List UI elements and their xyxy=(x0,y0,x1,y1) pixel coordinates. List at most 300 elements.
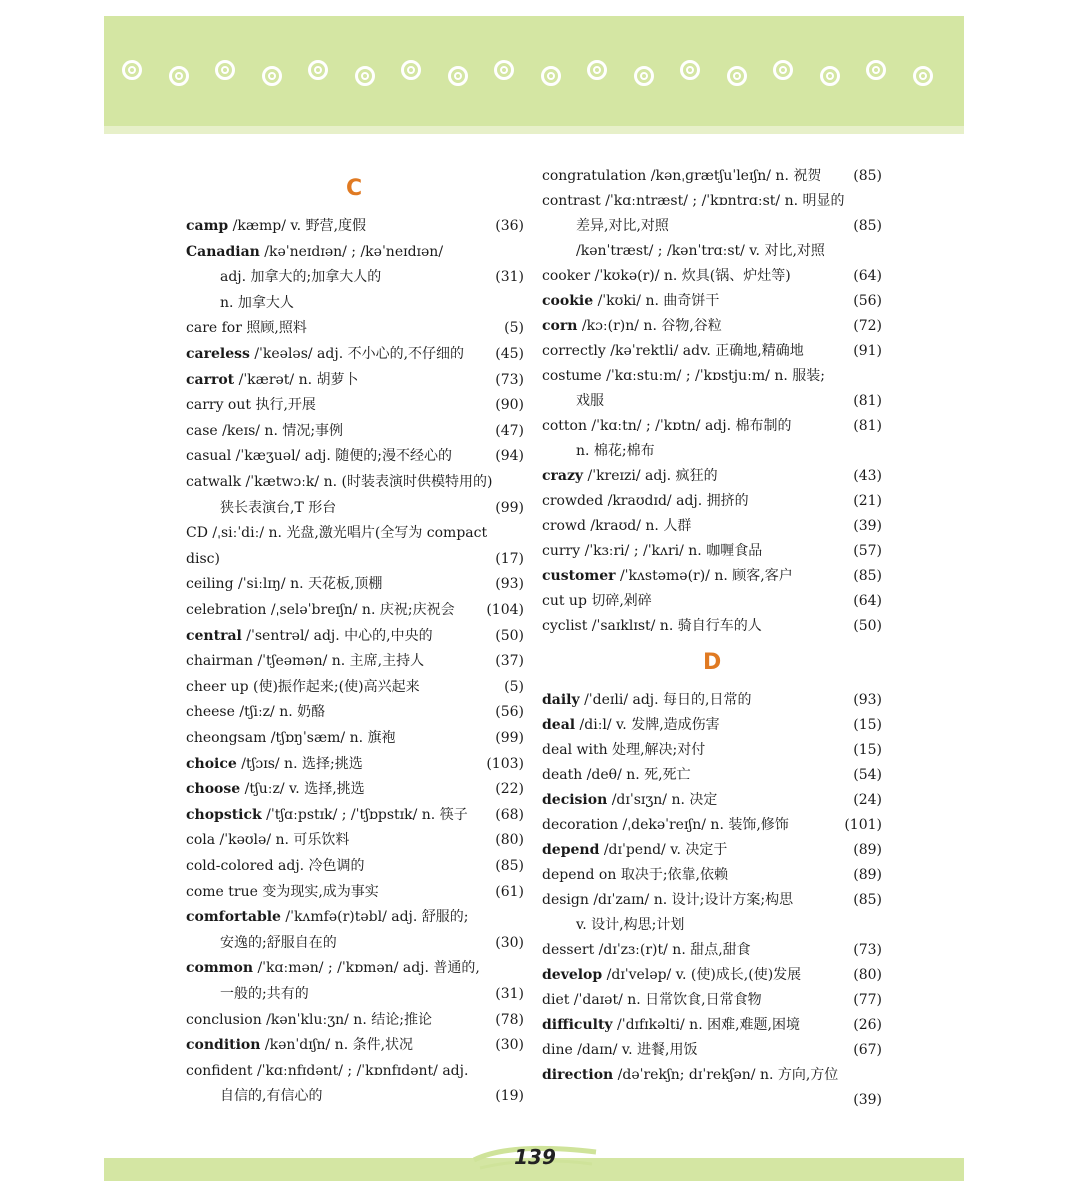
entry-definition: deal with 处理,解决;对付 xyxy=(542,742,706,758)
entry-definition: adj. 加拿大的;加拿大人的 xyxy=(220,269,382,286)
entry-text xyxy=(186,984,309,1004)
entry-definition: catwalk /ˈkætwɔːk/ n. (时装表演时供模特用的) xyxy=(186,474,493,490)
page-reference: (89) xyxy=(853,842,882,858)
headword: customer xyxy=(542,568,616,584)
page-reference: (39) xyxy=(853,1092,882,1108)
glossary-entry xyxy=(542,990,882,1010)
entry-text xyxy=(186,395,316,415)
page-reference: (43) xyxy=(853,468,882,484)
entry-text xyxy=(542,940,751,960)
page-reference: (104) xyxy=(486,602,524,618)
page-reference: (56) xyxy=(853,293,882,309)
glossary-entry xyxy=(186,242,524,262)
glossary-entry xyxy=(542,441,882,461)
entry-text xyxy=(186,728,395,748)
headword: camp xyxy=(186,218,229,234)
entry-definition: /tʃuːz/ v. 选择,挑选 xyxy=(240,781,365,798)
page-reference: (45) xyxy=(495,346,524,362)
entry-definition: cheer up (使)振作起来;(使)高兴起来 xyxy=(186,678,420,695)
page-reference: (85) xyxy=(495,858,524,874)
entry-definition: cut up 切碎,剁碎 xyxy=(542,593,652,609)
page-reference: (73) xyxy=(495,371,524,388)
entry-text xyxy=(186,677,420,697)
page-reference: (61) xyxy=(495,883,524,900)
glossary-entry xyxy=(186,344,524,364)
glossary-entry xyxy=(186,1061,524,1081)
page-reference: (31) xyxy=(495,269,524,286)
entry-text xyxy=(186,856,365,876)
page-reference: (64) xyxy=(853,268,882,284)
headword: depend xyxy=(542,842,600,858)
glossary-entry xyxy=(186,830,524,850)
entry-definition: cooker /ˈkʊkə(r)/ n. 炊具(锅、炉灶等) xyxy=(542,268,791,284)
entry-definition: /ˈtʃɑːpstɪk/ ; /ˈtʃɒpstɪk/ n. 筷子 xyxy=(261,806,468,823)
glossary-entry xyxy=(186,907,524,927)
glossary-entry xyxy=(542,291,882,311)
glossary-entry xyxy=(542,715,882,735)
entry-text xyxy=(542,391,604,411)
ring-icon xyxy=(727,66,747,86)
page-reference: (68) xyxy=(495,806,524,823)
glossary-entry xyxy=(542,740,882,760)
entry-text xyxy=(186,1061,468,1081)
headword: cookie xyxy=(542,293,594,309)
glossary-entry xyxy=(542,865,882,885)
glossary-entry xyxy=(186,472,524,492)
glossary-entry xyxy=(186,958,524,978)
glossary-entry xyxy=(542,391,882,411)
entry-text xyxy=(542,990,762,1010)
glossary-entry xyxy=(186,1010,524,1030)
entry-definition: cheongsam /tʃɒŋˈsæm/ n. 旗袍 xyxy=(186,730,396,746)
entry-text xyxy=(186,1035,413,1055)
page-reference: (67) xyxy=(853,1042,882,1058)
glossary-entry xyxy=(542,765,882,785)
entry-text xyxy=(542,491,749,511)
ring-icon xyxy=(494,60,514,80)
headword: common xyxy=(186,960,254,977)
glossary-entry xyxy=(542,890,882,910)
ring-icon xyxy=(634,66,654,86)
entry-definition: diet /ˈdaɪət/ n. 日常饮食,日常食物 xyxy=(542,992,762,1008)
entry-definition: decoration /ˌdekəˈreɪʃn/ n. 装饰,修饰 xyxy=(542,817,789,833)
entry-definition: costume /ˈkɑːstuːm/ ; /ˈkɒstjuːm/ n. 服装; xyxy=(542,368,825,384)
page-reference: (5) xyxy=(504,678,524,695)
entry-text xyxy=(542,1065,838,1085)
page-reference: (81) xyxy=(853,418,882,434)
entry-definition: n. 加拿大人 xyxy=(220,294,294,311)
glossary-entry xyxy=(186,728,524,748)
entry-text xyxy=(542,865,728,885)
entry-definition: /dəˈrekʃn; dɪˈrekʃən/ n. 方向,方位 xyxy=(613,1067,839,1083)
entry-text xyxy=(186,1086,322,1106)
ring-icon xyxy=(169,66,189,86)
entry-text xyxy=(542,965,801,985)
page-reference: (99) xyxy=(495,499,524,516)
page-reference: (91) xyxy=(853,343,882,359)
entry-definition: come true 变为现实,成为事实 xyxy=(186,883,379,900)
entry-text xyxy=(542,466,718,486)
page-reference: (19) xyxy=(495,1088,524,1105)
glossary-entry xyxy=(186,600,524,620)
page-reference: (50) xyxy=(853,618,882,634)
entry-definition: curry /ˈkɜːri/ ; /ˈkʌri/ n. 咖喱食品 xyxy=(542,543,763,559)
entry-text xyxy=(542,740,705,760)
entry-text xyxy=(542,765,691,785)
glossary-entry xyxy=(186,421,524,441)
page-reference: (15) xyxy=(853,742,882,758)
entry-definition: /kɔː(r)n/ n. 谷物,谷粒 xyxy=(577,318,722,334)
glossary-entry xyxy=(186,805,524,825)
entry-text xyxy=(186,472,492,492)
entry-definition: congratulation /kənˌɡrætʃuˈleɪʃn/ n. 祝贺 xyxy=(542,168,822,184)
entry-text xyxy=(542,216,669,236)
entry-definition: /kəˈneɪdɪən/ ; /kəˈneɪdɪən/ xyxy=(259,243,444,260)
entry-text xyxy=(542,266,791,286)
page-reference: (80) xyxy=(495,832,524,849)
headword: decision xyxy=(542,792,608,808)
entry-definition: correctly /kəˈrektli/ adv. 正确地,精确地 xyxy=(542,343,804,359)
entry-text xyxy=(542,815,789,835)
glossary-entry xyxy=(186,702,524,722)
entry-definition: care for 照顾,照料 xyxy=(186,320,307,337)
entry-definition: confident /ˈkɑːnfɪdənt/ ; /ˈkɒnfɪdənt/ adj. xyxy=(186,1062,469,1079)
glossary-entry xyxy=(542,815,882,835)
headword: choose xyxy=(186,781,241,798)
page-reference: (85) xyxy=(853,218,882,234)
glossary-entry xyxy=(186,549,524,569)
ring-icon xyxy=(820,66,840,86)
ring-icon xyxy=(541,66,561,86)
ring-icon xyxy=(308,60,328,80)
entry-definition: 差异,对比,对照 xyxy=(576,218,669,234)
entry-text xyxy=(186,523,487,543)
glossary-entry xyxy=(542,1090,882,1110)
entry-definition: cold-colored adj. 冷色调的 xyxy=(186,858,365,874)
glossary-entry xyxy=(186,370,524,390)
glossary-entry xyxy=(186,933,524,953)
entry-definition: cola /ˈkəʊlə/ n. 可乐饮料 xyxy=(186,832,350,849)
page-reference: (47) xyxy=(495,422,524,439)
entry-text xyxy=(186,600,455,620)
page-reference: (15) xyxy=(853,717,882,733)
glossary-entry xyxy=(186,318,524,338)
entry-text xyxy=(186,882,379,902)
ring-icon xyxy=(913,66,933,86)
ring-icon xyxy=(448,66,468,86)
page-reference: (30) xyxy=(495,934,524,951)
glossary-entry xyxy=(542,516,882,536)
ring-icon xyxy=(355,66,375,86)
ring-icon xyxy=(773,60,793,80)
entry-definition: dine /daɪn/ v. 进餐,用饭 xyxy=(542,1042,698,1058)
entry-definition: 戏服 xyxy=(576,393,604,409)
entry-definition: /ˈkʌmfə(r)təbl/ adj. 舒服的; xyxy=(280,909,469,926)
entry-text xyxy=(186,830,349,850)
page-reference: (90) xyxy=(495,397,524,414)
glossary-entry xyxy=(186,626,524,646)
page-number: 139 xyxy=(514,1145,556,1169)
glossary-entry xyxy=(542,166,882,186)
entry-definition: /kæmp/ v. 野营,度假 xyxy=(228,218,367,234)
page-reference: (5) xyxy=(504,320,524,337)
glossary-entry xyxy=(542,616,882,636)
glossary-entry xyxy=(186,446,524,466)
entry-text xyxy=(542,566,793,586)
entry-definition: conclusion /kənˈkluːʒn/ n. 结论;推论 xyxy=(186,1011,432,1028)
ring-icon xyxy=(401,60,421,80)
page-reference: (54) xyxy=(853,767,882,783)
glossary-entry xyxy=(542,940,882,960)
page-reference: (101) xyxy=(844,817,882,833)
glossary-entry xyxy=(542,1065,882,1085)
page-reference: (94) xyxy=(495,448,524,465)
glossary-entry xyxy=(542,591,882,611)
headword: difficulty xyxy=(542,1017,613,1033)
glossary-entry xyxy=(186,882,524,902)
page-reference: (72) xyxy=(853,318,882,334)
entry-text xyxy=(186,370,359,390)
page-reference: (24) xyxy=(853,792,882,808)
entry-text xyxy=(542,591,652,611)
glossary-entry xyxy=(186,779,524,799)
entry-definition: /ˈkreɪzi/ adj. 疯狂的 xyxy=(583,468,718,484)
glossary-entry xyxy=(542,341,882,361)
entry-text xyxy=(186,574,382,594)
entry-text xyxy=(186,242,443,262)
entry-definition: death /deθ/ n. 死,死亡 xyxy=(542,767,691,783)
entry-definition: /ˈkʌstəmə(r)/ n. 顾客,客户 xyxy=(615,568,793,584)
headword: develop xyxy=(542,967,603,983)
entry-text xyxy=(186,293,294,313)
page-reference: (50) xyxy=(495,627,524,644)
page-reference: (73) xyxy=(853,942,882,958)
glossary-entry xyxy=(542,790,882,810)
page-reference: (77) xyxy=(853,992,882,1008)
entry-text xyxy=(186,754,363,774)
glossary-entry xyxy=(542,216,882,236)
glossary-entry xyxy=(542,316,882,336)
entry-text xyxy=(542,541,762,561)
section-letter-c: C xyxy=(346,176,363,201)
glossary-entry xyxy=(186,856,524,876)
entry-definition: /tʃɔɪs/ n. 选择;挑选 xyxy=(236,755,363,772)
entry-text xyxy=(186,779,365,799)
entry-definition: crowd /kraʊd/ n. 人群 xyxy=(542,518,692,534)
entry-text xyxy=(542,690,752,710)
entry-definition: celebration /ˌseləˈbreɪʃn/ n. 庆祝;庆祝会 xyxy=(186,602,455,618)
entry-definition: /ˈdɪfɪkəlti/ n. 困难,难题,困境 xyxy=(612,1017,800,1033)
entry-definition: /ˈdeɪli/ adj. 每日的,日常的 xyxy=(579,692,752,708)
headword: choice xyxy=(186,755,237,772)
entry-text xyxy=(186,421,343,441)
glossary-entry xyxy=(186,677,524,697)
page-reference: (81) xyxy=(853,393,882,409)
headword: comfortable xyxy=(186,909,281,926)
page-reference: (21) xyxy=(853,493,882,509)
entry-text xyxy=(542,1040,697,1060)
entry-definition: disc) xyxy=(186,550,220,567)
glossary-entry xyxy=(542,266,882,286)
entry-definition: /ˈkeələs/ adj. 不小心的,不仔细的 xyxy=(249,346,465,362)
page-reference: (22) xyxy=(495,781,524,798)
glossary-entry xyxy=(186,293,524,313)
glossary-entry xyxy=(186,216,524,236)
headword: daily xyxy=(542,692,580,708)
entry-text xyxy=(542,441,655,461)
page-reference: (99) xyxy=(495,730,524,746)
headword: crazy xyxy=(542,468,584,484)
page-reference: (26) xyxy=(853,1017,882,1033)
entry-definition: dessert /dɪˈzɜː(r)t/ n. 甜点,甜食 xyxy=(542,942,751,958)
glossary-entry xyxy=(186,754,524,774)
ring-icon xyxy=(215,60,235,80)
entry-definition: CD /ˌsiːˈdiː/ n. 光盘,激光唱片(全写为 compact xyxy=(186,525,488,542)
entry-definition: /kənˈdɪʃn/ n. 条件,状况 xyxy=(260,1037,414,1054)
entry-text xyxy=(542,191,845,211)
headword: carrot xyxy=(186,371,235,388)
ring-icon xyxy=(122,60,142,80)
entry-definition: chairman /ˈtʃeəmən/ n. 主席,主持人 xyxy=(186,653,425,670)
entry-definition: contrast /ˈkɑːntræst/ ; /ˈkɒntrɑːst/ n. 明显的 xyxy=(542,193,845,209)
entry-definition: /dɪˈsɪʒn/ n. 决定 xyxy=(607,792,718,808)
glossary-entry xyxy=(542,416,882,436)
page-reference: (36) xyxy=(495,218,524,234)
glossary-entry xyxy=(186,984,524,1004)
entry-definition: 一般的;共有的 xyxy=(220,986,309,1002)
entry-definition: 安逸的;舒服自在的 xyxy=(220,934,337,951)
entry-text xyxy=(186,216,366,236)
entry-text xyxy=(186,344,464,364)
entry-text xyxy=(542,316,722,336)
entry-definition: /dɪˈpend/ v. 决定于 xyxy=(599,842,728,858)
entry-text xyxy=(186,626,433,646)
page-reference: (93) xyxy=(853,692,882,708)
page-reference: (85) xyxy=(853,892,882,908)
entry-text xyxy=(186,907,469,927)
entry-definition: /ˈkɑːmən/ ; /ˈkɒmən/ adj. 普通的, xyxy=(253,960,480,977)
section-letter-d: D xyxy=(703,650,722,675)
glossary-entry xyxy=(542,366,882,386)
entry-text xyxy=(186,805,468,825)
entry-definition: carry out 执行,开展 xyxy=(186,397,316,414)
glossary-entry xyxy=(542,1040,882,1060)
entry-text xyxy=(186,498,336,518)
entry-text xyxy=(542,915,684,935)
glossary-entry xyxy=(542,840,882,860)
entry-text xyxy=(542,790,717,810)
entry-definition: 自信的,有信心的 xyxy=(220,1088,323,1105)
page-reference: (89) xyxy=(853,867,882,883)
page-reference: (80) xyxy=(853,967,882,983)
entry-text xyxy=(542,416,792,436)
headword: deal xyxy=(542,717,576,733)
glossary-entry xyxy=(186,651,524,671)
glossary-entry xyxy=(186,574,524,594)
glossary-entry xyxy=(186,523,524,543)
entry-definition: cheese /tʃiːz/ n. 奶酪 xyxy=(186,704,326,721)
glossary-entry xyxy=(542,965,882,985)
ring-icon xyxy=(866,60,886,80)
glossary-entry xyxy=(186,1035,524,1055)
entry-definition: n. 棉花;棉布 xyxy=(576,443,655,459)
entry-definition: /ˈkʊki/ n. 曲奇饼干 xyxy=(593,293,720,309)
entry-text xyxy=(186,651,424,671)
page-reference: (85) xyxy=(853,568,882,584)
entry-definition: v. 设计,构思;计划 xyxy=(576,917,685,933)
headword: careless xyxy=(186,346,250,362)
entry-definition: casual /ˈkæʒuəl/ adj. 随便的;漫不经心的 xyxy=(186,448,452,465)
glossary-entry xyxy=(542,191,882,211)
entry-definition: depend on 取决于;依靠,依赖 xyxy=(542,867,728,883)
glossary-entry xyxy=(542,491,882,511)
entry-text xyxy=(542,1015,800,1035)
page-reference: (57) xyxy=(853,543,882,559)
glossary-entry xyxy=(542,1015,882,1035)
entry-text xyxy=(186,958,480,978)
glossary-entry xyxy=(186,1086,524,1106)
entry-text xyxy=(542,291,719,311)
page-reference: (30) xyxy=(495,1037,524,1054)
headword: Canadian xyxy=(186,243,260,260)
page-reference: (64) xyxy=(853,593,882,609)
page-reference: (85) xyxy=(853,168,882,184)
entry-text xyxy=(186,1010,432,1030)
entry-definition: ceiling /ˈsiːlɪŋ/ n. 天花板,顶棚 xyxy=(186,576,383,593)
entry-definition: /diːl/ v. 发牌,造成伤害 xyxy=(575,717,720,733)
ring-icon xyxy=(587,60,607,80)
page-reference: (39) xyxy=(853,518,882,534)
headword: condition xyxy=(186,1037,261,1054)
entry-definition: cotton /ˈkɑːtn/ ; /ˈkɒtn/ adj. 棉布制的 xyxy=(542,418,792,434)
header-banner xyxy=(104,16,964,134)
entry-text xyxy=(542,840,727,860)
page-reference: (31) xyxy=(495,986,524,1002)
entry-definition: 狭长表演台,T 形台 xyxy=(220,499,337,516)
glossary-entry xyxy=(542,541,882,561)
page-reference: (78) xyxy=(495,1011,524,1028)
entry-text xyxy=(542,616,762,636)
entry-text xyxy=(542,166,821,186)
entry-text xyxy=(542,890,793,910)
entry-text xyxy=(542,715,720,735)
entry-text xyxy=(186,267,381,287)
glossary-entry xyxy=(542,690,882,710)
page-reference: (93) xyxy=(495,576,524,593)
ring-icon xyxy=(680,60,700,80)
glossary-entry xyxy=(186,395,524,415)
page-reference: (37) xyxy=(495,653,524,670)
ring-icon xyxy=(262,66,282,86)
entry-text xyxy=(186,933,337,953)
banner-strip xyxy=(104,126,964,134)
headword: direction xyxy=(542,1067,614,1083)
entry-text xyxy=(186,549,220,569)
headword: central xyxy=(186,627,242,644)
entry-text xyxy=(186,318,307,338)
page-reference: (103) xyxy=(486,755,524,772)
glossary-entry xyxy=(542,466,882,486)
glossary-entry xyxy=(542,566,882,586)
entry-definition: /ˈsentrəl/ adj. 中心的,中央的 xyxy=(241,627,433,644)
page-reference: (17) xyxy=(495,550,524,567)
headword: corn xyxy=(542,318,578,334)
entry-text xyxy=(542,241,825,261)
entry-definition: case /keɪs/ n. 情况;事例 xyxy=(186,422,344,439)
glossary-entry xyxy=(542,241,882,261)
entry-definition: /dɪˈveləp/ v. (使)成长,(使)发展 xyxy=(602,967,802,983)
glossary-entry xyxy=(186,498,524,518)
